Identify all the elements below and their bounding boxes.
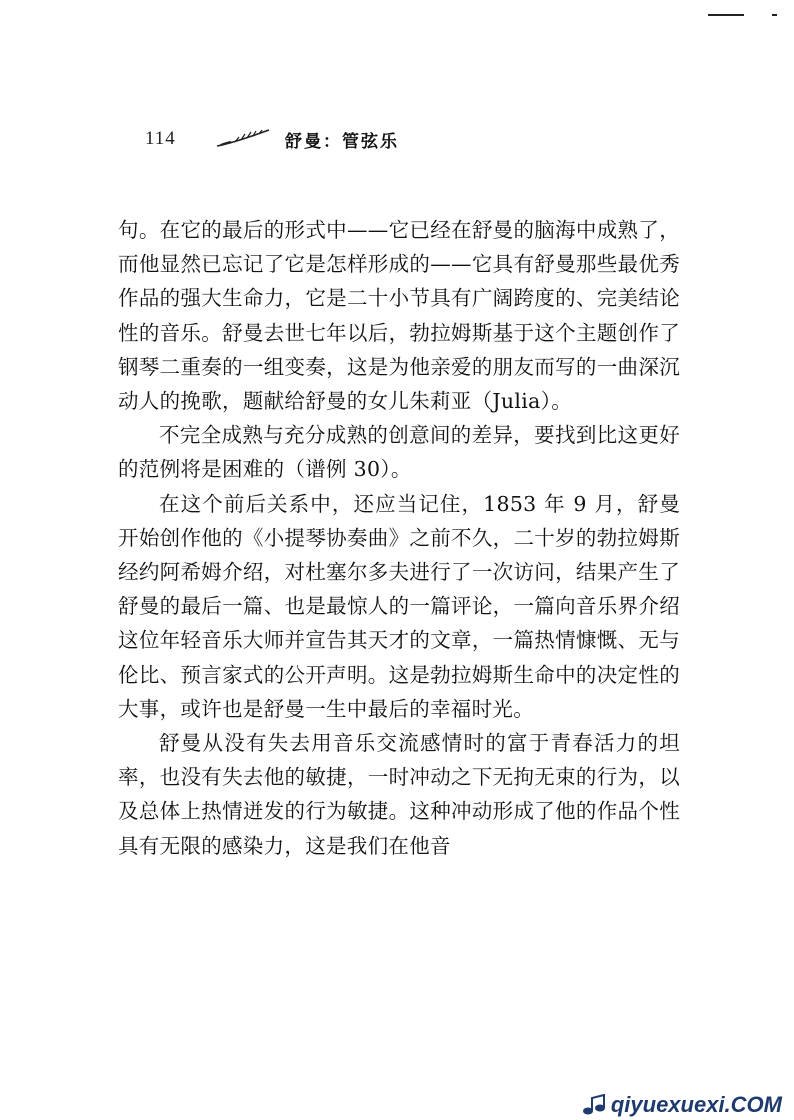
paragraph-2: 不完全成熟与充分成熟的创意间的差异，要找到比这更好的范例将是困难的（谱例 30）。 xyxy=(118,423,680,482)
running-header-title: 舒曼：管弦乐 xyxy=(285,131,399,152)
body-text xyxy=(118,213,680,863)
paragraph-3: 在这个前后关系中，还应当记住，1853 年 9 月，舒曼开始创作他的《小提琴协奏曲》之前不久，二十岁的勃拉姆斯经约阿希姆介绍，对杜塞尔多夫进行了一次访问，结果产生了舒曼的最后一篇、也是最惊人的一篇评论，一篇向音乐界介绍这位年轻音乐大师并宣告其天才的文章，一篇热情慷慨、无与伦比、预言家式的公开声明。这是勃拉姆斯生命中的决定性的大事，或许也是舒曼一生中最后的幸福时光。 xyxy=(118,491,680,721)
top-edge-mark xyxy=(772,14,777,16)
running-header xyxy=(145,124,399,154)
music-note-logo-icon xyxy=(581,1094,607,1116)
paragraph-4: 舒曼从没有失去用音乐交流感情时的富于青春活力的坦率，也没有失去他的敏捷，一时冲动之下无拘无束的行为，以及总体上热情迸发的行为敏捷。这种冲动形成了他的作品个性具有无限的感染力，这是我们在他音 xyxy=(118,731,680,858)
top-edge-rule xyxy=(708,14,744,16)
page-number: 114 xyxy=(145,128,176,149)
watermark-text: qiyuexuexi.COM xyxy=(610,1092,782,1117)
paragraph-1: 句。在它的最后的形式中——它已经在舒曼的脑海中成熟了，而他显然已忘记了它是怎样形成的——它具有舒曼那些最优秀作品的强大生命力，它是二十小节具有广阔跨度的、完美结论性的音乐。舒曼去世七年以后，勃拉姆斯基于这个主题创作了钢琴二重奏的一组变奏，这是为他亲爱的朋友而写的一曲深沉动人的挽歌，题献给舒曼的女儿朱莉亚（Julia）。 xyxy=(118,218,680,414)
site-watermark xyxy=(581,1092,782,1118)
quill-ornament-icon xyxy=(215,129,271,149)
